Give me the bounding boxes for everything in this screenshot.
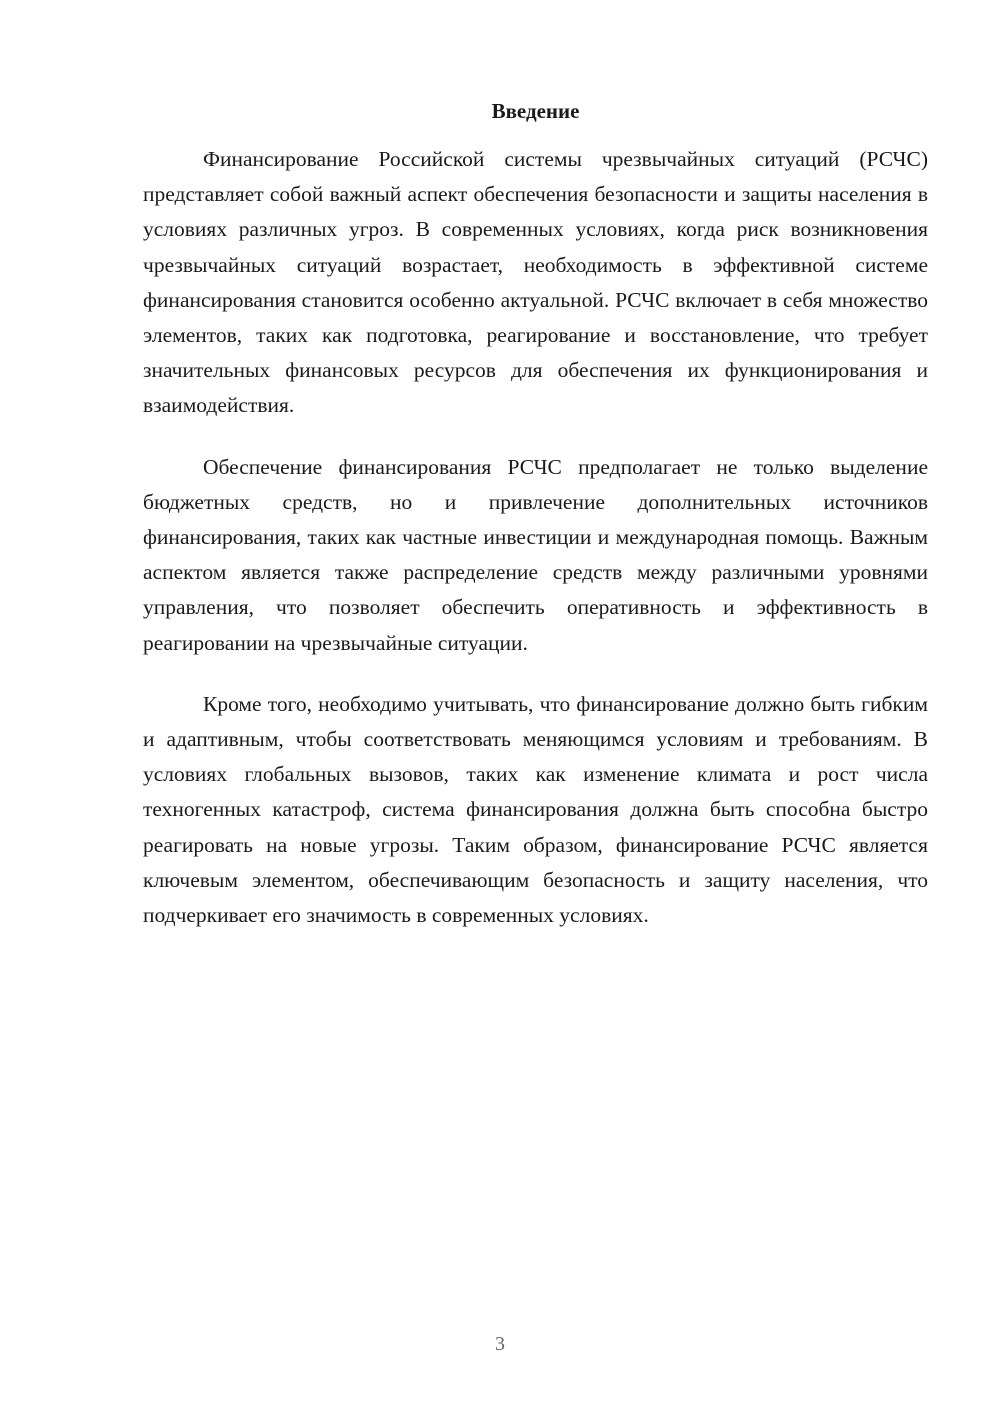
section-title: Введение [491, 99, 580, 123]
paragraph-1: Финансирование Российской системы чрезвычайных ситуаций (РСЧС) представляет собой важный аспект обеспечения безопасности и защиты населения в условиях различных угроз. В современных условиях, когда риск возникновения чрезвычайных ситуаций возрастает, необходимость в эффективной системе финансирования становится особенно актуальной. РСЧС включает в себя множество элементов, таких как подготовка, реагирование и восстановление, что требует значительных финансовых ресурсов для обеспечения их функционирования и взаимодействия. [143, 147, 928, 418]
paragraph-3: Кроме того, необходимо учитывать, что финансирование должно быть гибким и адаптивным, чтобы соответствовать меняющимся условиям и требованиям. В условиях глобальных вызовов, таких как изменение климата и рост числа техногенных катастроф, система финансирования должна быть способна быстро реагировать на новые угрозы. Таким образом, финансирование РСЧС является ключевым элементом, обеспечивающим безопасность и защиту населения, что подчеркивает его значимость в современных условиях. [143, 691, 928, 928]
paragraph-2: Обеспечение финансирования РСЧС предполагает не только выделение бюджетных средств, но и привлечение дополнительных источников финансирования, таких как частные инвестиции и международная помощь. Важным аспектом является также распределение средств между различными уровнями управления, что позволяет обеспечить оперативность и эффективность в реагировании на чрезвычайные ситуации. [143, 454, 928, 655]
page-number: 3 [495, 1333, 505, 1355]
page-content [143, 96, 928, 959]
